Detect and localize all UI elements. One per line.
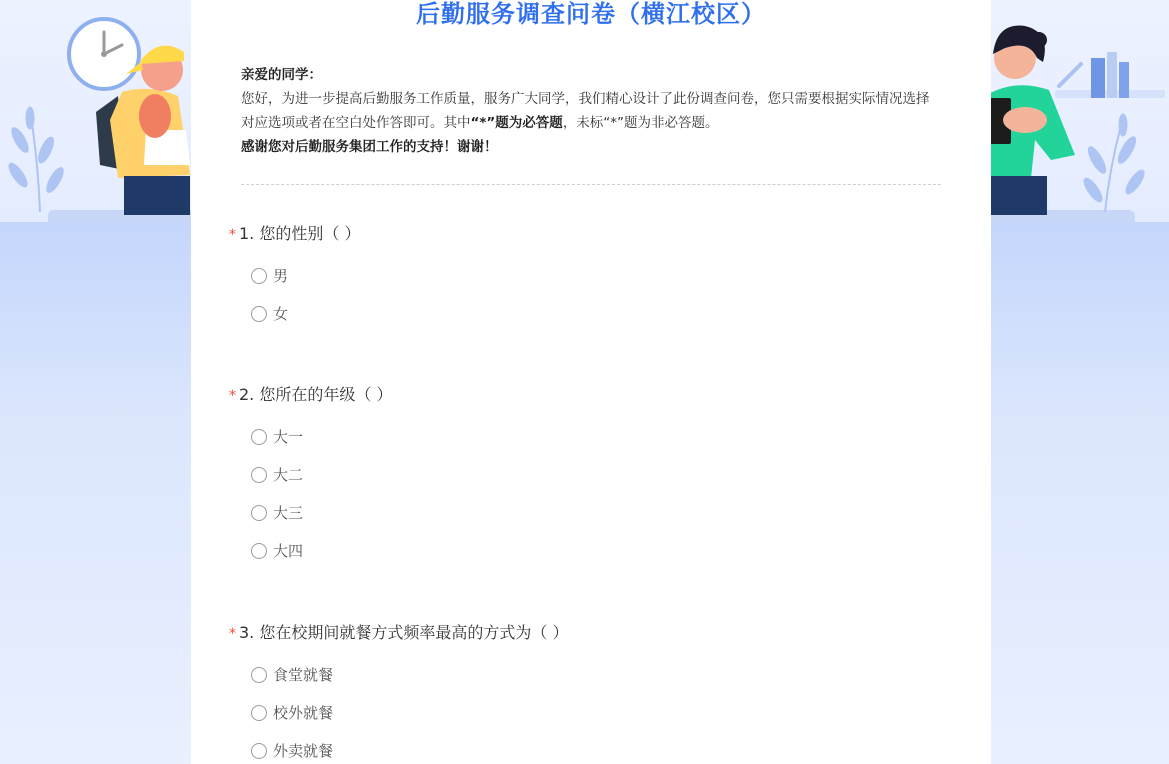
question-title [229,222,360,246]
student-tablet-illustration [985,0,1169,215]
bookshelf-icon [1055,52,1165,98]
intro-body [241,87,941,135]
radio-button[interactable] [251,306,267,322]
required-mark: * [229,626,236,642]
question-title-text: 3. 您在校期间就餐方式频率最高的方式为（ ） [239,623,569,642]
option-canteen[interactable] [251,665,333,685]
radio-button[interactable] [251,505,267,521]
option-senior[interactable] [251,541,303,561]
radio-button[interactable] [251,467,267,483]
radio-button[interactable] [251,667,267,683]
option-off-campus[interactable] [251,703,333,723]
student-reading-illustration [0,0,195,215]
question-title-text: 1. 您的性别（ ） [239,224,361,243]
intro-body-part2: ，未标“*”题为非必答题。 [562,115,719,131]
question-title-text: 2. 您所在的年级（ ） [239,385,393,404]
radio-button[interactable] [251,705,267,721]
intro-thanks: 感谢您对后勤服务集团工作的支持！谢谢！ [241,139,498,155]
required-mark: * [229,227,236,243]
option-female[interactable] [251,304,288,324]
option-label: 大四 [273,542,304,560]
option-label: 大一 [273,428,304,446]
intro-greeting: 亲爱的同学： [241,67,322,83]
intro-required-note: “*”题为必答题 [470,115,563,131]
survey-title: 后勤服务调查问卷（横江校区） [416,0,766,28]
survey-form [191,0,991,764]
student-figure [985,26,1075,215]
option-label: 男 [273,267,289,285]
plant-icon [6,107,66,212]
radio-button[interactable] [251,268,267,284]
plant-icon [1081,114,1147,212]
question-2 [229,383,393,560]
option-takeout[interactable] [251,741,333,761]
question-title [229,383,392,407]
option-junior[interactable] [251,503,303,523]
question-3 [229,621,569,760]
required-mark: * [229,388,236,404]
option-freshman[interactable] [251,427,303,447]
radio-button[interactable] [251,743,267,759]
intro-body-part1: 您好，为进一步提高后勤服务工作质量，服务广大同学，我们精心设计了此份调查问卷，您只需要根据实际情况选择对应选项或者在空白处作答即可。其中 [241,91,930,131]
option-label: 大二 [273,466,304,484]
option-male[interactable] [251,266,288,286]
clock-icon [69,19,139,89]
question-title [229,621,568,645]
option-label: 校外就餐 [273,704,334,722]
option-label: 食堂就餐 [273,666,334,684]
option-label: 大三 [273,504,304,522]
question-1 [229,222,361,323]
survey-intro [241,63,941,159]
radio-button[interactable] [251,429,267,445]
intro-divider [241,184,941,185]
option-sophomore[interactable] [251,465,303,485]
option-label: 女 [273,305,289,323]
radio-button[interactable] [251,543,267,559]
option-label: 外卖就餐 [273,742,334,760]
